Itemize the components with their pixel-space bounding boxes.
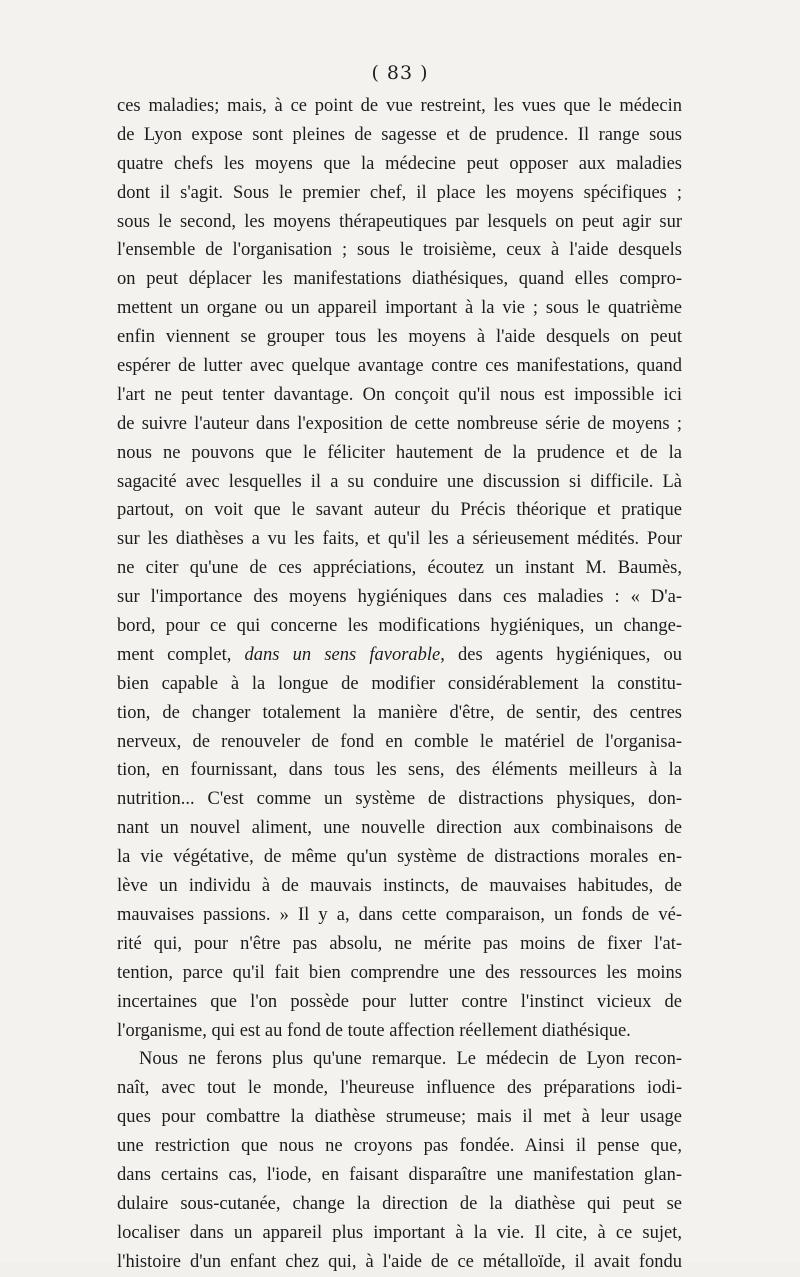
- text-line: l'art ne peut tenter davantage. On conçoit qu'il nous est impossible ici: [117, 384, 682, 405]
- italic-phrase: dans un sens favorable: [244, 644, 441, 665]
- text-line: l'ensemble de l'organisation ; sous le troisième, ceux à l'aide desquels: [117, 240, 682, 261]
- text-line: sur l'importance des moyens hygiéniques dans ces maladies : « D'a-: [117, 587, 682, 608]
- text-line: incertaines que l'on possède pour lutter contre l'instinct vicieux de: [117, 991, 682, 1012]
- text-line: localiser dans un appareil plus important à la vie. Il cite, à ce sujet,: [117, 1222, 682, 1243]
- text-line: l'organisme, qui est au fond de toute affection réellement diathésique.: [117, 1020, 631, 1041]
- body-text: [117, 92, 682, 1277]
- text-line: ne citer qu'une de ces appréciations, écoutez un instant M. Baumès,: [117, 558, 682, 579]
- text-line: naît, avec tout le monde, l'heureuse influence des préparations iodi-: [117, 1078, 682, 1099]
- text-line: sagacité avec lesquelles il a su conduire une discussion si difficile. Là: [117, 471, 682, 492]
- text-line: mauvaises passions. » Il y a, dans cette comparaison, un fonds de vé-: [117, 904, 682, 925]
- text-line: nant un nouvel aliment, une nouvelle direction aux combinaisons de: [117, 818, 682, 839]
- text-line: on peut déplacer les manifestations diathésiques, quand elles compro-: [117, 269, 682, 290]
- text-line: ces maladies; mais, à ce point de vue restreint, les vues que le médecin: [117, 96, 682, 116]
- text-line: tion, en fournissant, dans tous les sens, des éléments meilleurs à la: [117, 760, 682, 781]
- text-line: sous le second, les moyens thérapeutiques par lesquels on peut agir sur: [117, 211, 682, 232]
- text-line: ment complet, dans un sens favorable, des agents hygiéniques, ou: [117, 644, 682, 665]
- text-line: espérer de lutter avec quelque avantage contre ces manifestations, quand: [117, 356, 682, 377]
- text-line: tention, parce qu'il fait bien comprendre une des ressources les moins: [117, 962, 682, 983]
- text-line: rité qui, pour n'être pas absolu, ne mérite pas moins de fixer l'at-: [117, 933, 682, 954]
- text-line: une restriction que nous ne croyons pas fondée. Ainsi il pense que,: [117, 1136, 682, 1157]
- text-line: de suivre l'auteur dans l'exposition de cette nombreuse série de moyens ;: [117, 413, 682, 434]
- text-line: quatre chefs les moyens que la médecine peut opposer aux maladies: [117, 153, 682, 174]
- text-line: l'histoire d'un enfant chez qui, à l'aide de ce métalloïde, il avait fondu: [117, 1251, 682, 1272]
- text-line: partout, on voit que le savant auteur du Précis théorique et pratique: [117, 500, 682, 521]
- text-line: lève un individu à de mauvais instincts, de mauvaises habitudes, de: [117, 876, 682, 897]
- text-line: enfin viennent se grouper tous les moyens à l'aide desquels on peut: [117, 327, 682, 348]
- text-line: nous ne pouvons que le féliciter hautement de la prudence et de la: [117, 442, 682, 463]
- text-line: dont il s'agit. Sous le premier chef, il place les moyens spécifiques ;: [117, 182, 682, 203]
- text-line: Nous ne ferons plus qu'une remarque. Le médecin de Lyon recon-: [139, 1049, 682, 1070]
- text-line: nerveux, de renouveler de fond en comble le matériel de l'organisa-: [117, 731, 682, 752]
- text-line: bien capable à la longue de modifier considérablement la constitu-: [117, 673, 682, 694]
- text-line: bord, pour ce qui concerne les modifications hygiéniques, un change-: [117, 616, 682, 637]
- text-line: mettent un organe ou un appareil important à la vie ; sous le quatrième: [117, 298, 682, 319]
- text-line: dans certains cas, l'iode, en faisant disparaître une manifestation glan-: [117, 1164, 682, 1185]
- text-line: de Lyon expose sont pleines de sagesse et de prudence. Il range sous: [117, 124, 682, 145]
- text-line: dulaire sous-cutanée, change la direction de la diathèse qui peut se: [117, 1193, 682, 1214]
- text-line: ques pour combattre la diathèse strumeuse; mais il met à leur usage: [117, 1107, 682, 1128]
- text-line: nutrition... C'est comme un système de distractions physiques, don-: [117, 789, 682, 810]
- text-line: la vie végétative, de même qu'un système de distractions morales en-: [117, 847, 682, 868]
- text-line: sur les diathèses a vu les faits, et qu'il les a sérieusement médités. Pour: [117, 529, 682, 550]
- page-number: ( 83 ): [371, 62, 429, 84]
- text-line: tion, de changer totalement la manière d'être, de sentir, des centres: [117, 702, 682, 723]
